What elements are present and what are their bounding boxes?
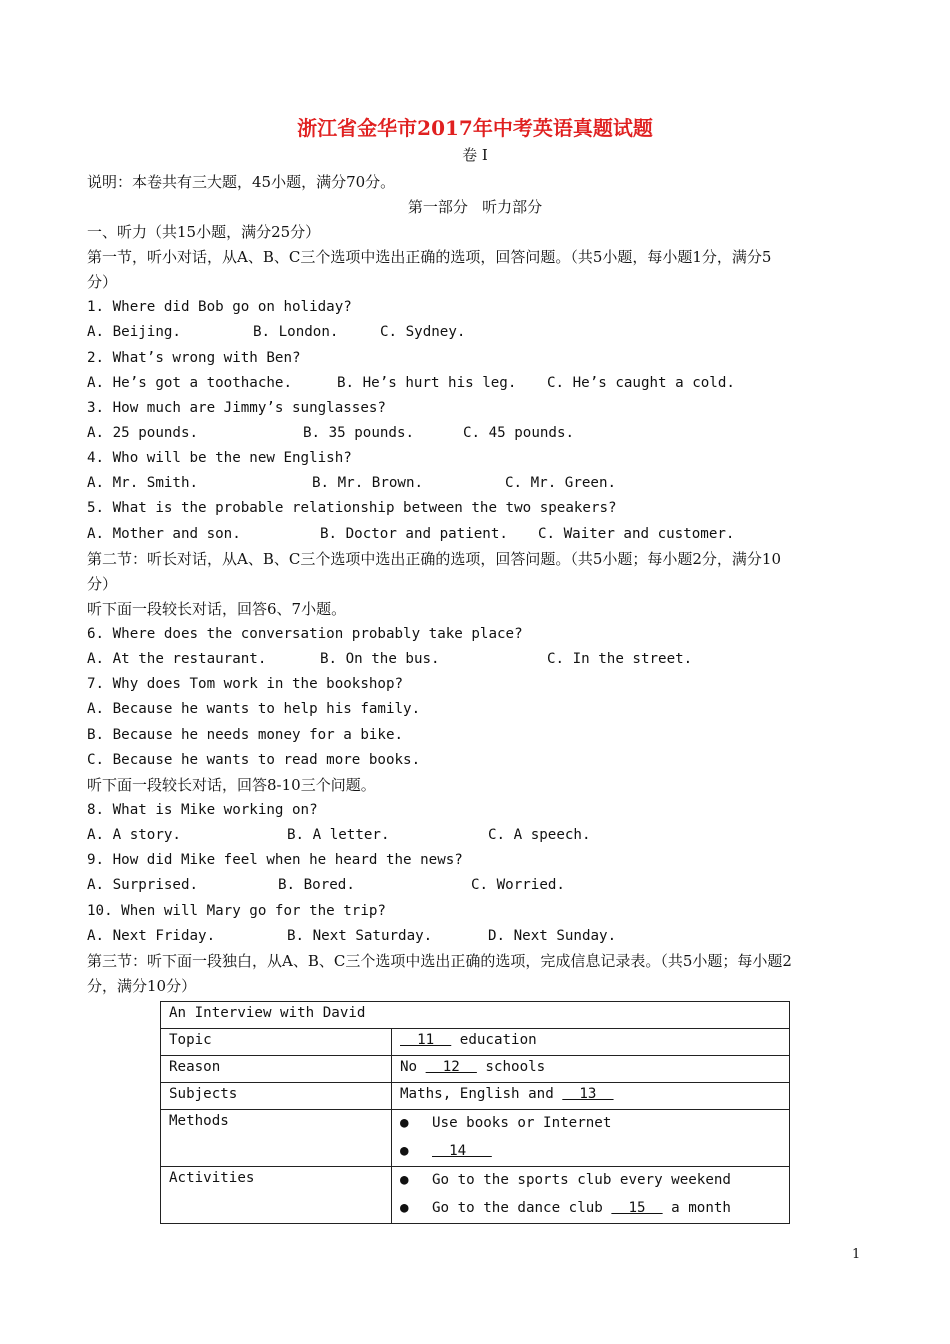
- table-cell-value: [392, 1029, 790, 1056]
- page-number: 1: [852, 1247, 861, 1262]
- section-heading: 一、听力（共15小题，满分25分）: [87, 223, 321, 241]
- methods-label: Methods: [169, 1113, 229, 1129]
- table-cell-value: [392, 1056, 790, 1083]
- q5-option-b: B. Doctor and patient.: [320, 526, 508, 542]
- topic-label: Topic: [169, 1032, 212, 1048]
- question-10: 10. When will Mary go for the trip?: [87, 903, 386, 919]
- table-row: [161, 1167, 790, 1224]
- q6-option-c: C. In the street.: [547, 651, 693, 667]
- activities-item: Go to the sports club every weekend: [432, 1172, 731, 1188]
- q3-option-a: A. 25 pounds.: [87, 425, 199, 441]
- interview-info-table: [160, 1001, 790, 1224]
- question-7: 7. Why does Tom work in the bookshop?: [87, 676, 404, 692]
- table-row: [161, 1110, 790, 1167]
- q5-option-a: A. Mother and son.: [87, 526, 241, 542]
- blank-13: 13: [562, 1086, 614, 1102]
- activities-label: Activities: [169, 1170, 255, 1186]
- activities-item-suffix: a month: [662, 1200, 731, 1216]
- q6-option-b: B. On the bus.: [320, 651, 440, 667]
- exam-title: 浙江省金华市2017年中考英语真题试题: [297, 116, 653, 140]
- blank-11: 11: [400, 1032, 452, 1048]
- q1-option-a: A. Beijing.: [87, 324, 181, 340]
- question-4: 4. Who will be the new English?: [87, 450, 352, 466]
- blank-12: 12: [425, 1059, 477, 1075]
- volume-label: 卷 I: [462, 146, 488, 164]
- q2-option-c: C. He’s caught a cold.: [547, 375, 735, 391]
- table-row: [161, 1029, 790, 1056]
- reason-label: Reason: [169, 1059, 221, 1075]
- q3-option-b: B. 35 pounds.: [303, 425, 415, 441]
- table-row: [161, 1083, 790, 1110]
- q8-option-b: B. A letter.: [287, 827, 390, 843]
- reason-prefix: No: [400, 1059, 426, 1075]
- section1-instructions-cont: 分）: [87, 273, 118, 291]
- question-2: 2. What’s wrong with Ben?: [87, 350, 301, 366]
- section2-sub-instruction-1: 听下面一段较长对话，回答6、7小题。: [87, 600, 347, 618]
- reason-value: schools: [476, 1059, 546, 1075]
- exam-note: 说明：本卷共有三大题，45小题，满分70分。: [87, 173, 396, 191]
- q9-option-a: A. Surprised.: [87, 877, 199, 893]
- section3-instructions: 第三节：听下面一段独白，从A、B、C三个选项中选出正确的选项，完成信息记录表。（共5小题；每小题2: [87, 952, 792, 970]
- question-5: 5. What is the probable relationship between the two speakers?: [87, 500, 617, 516]
- question-1: 1. Where did Bob go on holiday?: [87, 299, 352, 315]
- q4-option-b: B. Mr. Brown.: [312, 475, 424, 491]
- bullet-icon: ●: [400, 1143, 409, 1159]
- q1-option-c: C. Sydney.: [380, 324, 466, 340]
- table-cell-label: [161, 1110, 392, 1167]
- q1-option-b: B. London.: [253, 324, 339, 340]
- q7-option-b: B. Because he needs money for a bike.: [87, 727, 404, 743]
- bullet-icon: ●: [400, 1172, 409, 1188]
- q6-option-a: A. At the restaurant.: [87, 651, 267, 667]
- blank-15: 15: [611, 1200, 663, 1216]
- table-cell-value: [392, 1110, 790, 1167]
- subjects-label: Subjects: [169, 1086, 238, 1102]
- section2-instructions: 第二节：听长对话，从A、B、C三个选项中选出正确的选项，回答问题。（共5小题；每小题2分，满分10: [87, 550, 782, 568]
- table-row: [161, 1056, 790, 1083]
- table-cell-label: [161, 1056, 392, 1083]
- table-header-cell: [161, 1002, 790, 1029]
- q10-option-b: B. Next Saturday.: [287, 928, 433, 944]
- q10-option-a: A. Next Friday.: [87, 928, 216, 944]
- q2-option-b: B. He’s hurt his leg.: [337, 375, 517, 391]
- q8-option-c: C. A speech.: [488, 827, 591, 843]
- activities-item-prefix: Go to the dance club: [432, 1200, 612, 1216]
- section3-instructions-cont: 分，满分10分）: [87, 977, 197, 995]
- q3-option-c: C. 45 pounds.: [463, 425, 575, 441]
- q7-option-c: C. Because he wants to read more books.: [87, 752, 421, 768]
- q9-option-b: B. Bored.: [278, 877, 355, 893]
- bullet-icon: ●: [400, 1200, 409, 1216]
- table-cell-value: [392, 1083, 790, 1110]
- table-cell-label: [161, 1029, 392, 1056]
- topic-value: education: [451, 1032, 537, 1048]
- methods-item: Use books or Internet: [432, 1115, 612, 1131]
- blank-14: 14: [432, 1143, 492, 1159]
- q4-option-a: A. Mr. Smith.: [87, 475, 199, 491]
- question-6: 6. Where does the conversation probably take place?: [87, 626, 523, 642]
- table-cell-value: [392, 1167, 790, 1224]
- table-header-row: [161, 1002, 790, 1029]
- q9-option-c: C. Worried.: [471, 877, 565, 893]
- q2-option-a: A. He’s got a toothache.: [87, 375, 292, 391]
- q7-option-a: A. Because he wants to help his family.: [87, 701, 421, 717]
- q5-option-c: C. Waiter and customer.: [538, 526, 735, 542]
- bullet-icon: ●: [400, 1115, 409, 1131]
- q10-option-c: D. Next Sunday.: [488, 928, 617, 944]
- q8-option-a: A. A story.: [87, 827, 181, 843]
- question-8: 8. What is Mike working on?: [87, 802, 318, 818]
- table-cell-label: [161, 1167, 392, 1224]
- section2-instructions-cont: 分）: [87, 575, 118, 593]
- section2-sub-instruction-2: 听下面一段较长对话，回答8-10三个问题。: [87, 776, 376, 794]
- table-cell-label: [161, 1083, 392, 1110]
- subjects-value: Maths, English and: [400, 1086, 563, 1102]
- section1-instructions: 第一节，听小对话，从A、B、C三个选项中选出正确的选项，回答问题。（共5小题，每小题1分，满分5: [87, 248, 772, 266]
- question-9: 9. How did Mike feel when he heard the news?: [87, 852, 463, 868]
- table-header: An Interview with David: [169, 1005, 366, 1021]
- q4-option-c: C. Mr. Green.: [505, 475, 617, 491]
- part-heading: 第一部分 听力部分: [407, 198, 543, 216]
- question-3: 3. How much are Jimmy’s sunglasses?: [87, 400, 386, 416]
